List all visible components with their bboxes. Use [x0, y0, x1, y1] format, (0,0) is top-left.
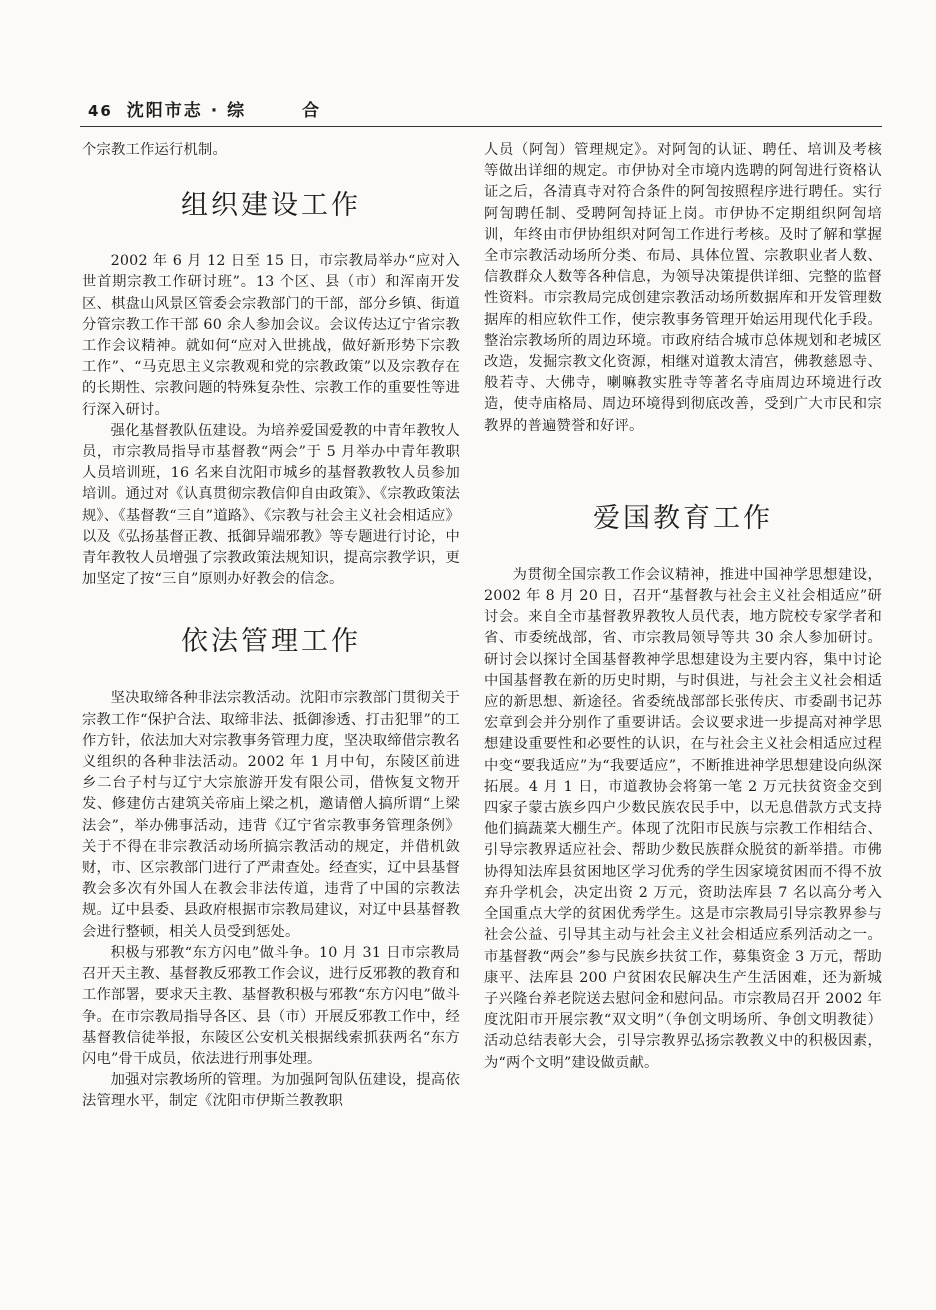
paragraph: 加强对宗教场所的管理。为加强阿訇队伍建设，提高依法管理水平，制定《沈阳市伊斯兰教教职 — [82, 1072, 460, 1110]
paragraph: 积极与邪教“东方闪电”做斗争。10 月 31 日市宗教局召开天主教、基督教反邪教工作会议，进行反邪教的教育和工作部署，要求天主教、基督教积极与邪教“东方闪电”做斗争。在市宗教局指导各区、县（市）开展反邪教工作中，经基督教信徒举报，东陵区公安机关根据线索抓获两名“东方闪电”骨干成员，依法进行刑事处理。 — [82, 944, 460, 1067]
running-header — [88, 96, 321, 121]
left-column — [82, 140, 460, 1113]
paragraph: 坚决取缔各种非法宗教活动。沈阳市宗教部门贯彻关于宗教工作“保护合法、取缔非法、抵御渗透、打击犯罪”的工作方针，依法加大对宗教事务管理力度，坚决取缔借宗教名义组织的各种非法活动。2002 年 1 月中旬，东陵区前进乡二台子村与辽宁大宗旅游开发有限公司，借恢复文物开发、修建仿古建筑关帝庙上梁之机，邀请僧人搞所谓“上梁法会”，举办佛事活动，违背《辽宁省宗教事务管理条例》关于不得在非宗教活动场所搞宗教活动的规定，并借机敛财，市、区宗教部门进行了严肃查处。经查实，辽中县基督教会多次有外国人在教会非法传道，违背了中国的宗教法规。辽中县委、县政府根据市宗教局建议，对辽中县基督教会进行整顿，相关人员受到惩处。 — [82, 690, 460, 940]
paragraph: 为贯彻全国宗教工作会议精神，推进中国神学思想建设，2002 年 8 月 20 日，召开“基督教与社会主义社会相适应”研讨会。来自全市基督教界教牧人员代表，地方院校专家学者和省、市委统战部，省、市宗教局领导等共 30 余人参加研讨。研讨会以探讨全国基督教神学思想建设为主要内容，集中讨论中国基督教在新的历史时期，与时俱进，与社会主义社会相适应的新思想、新途径。省委统战部部长张传庆、市委副书记苏宏章到会并分别作了重要讲话。会议要求进一步提高对神学思想建设重要性和必要性的认识，在与社会主义社会相适应过程中变“要我适应”为“我要适应”，不断推进神学思想建设向纵深拓展。4 月 1 日，市道教协会将第一笔 2 万元扶贫资金交到四家子蒙古族乡四户少数民族农民手中，以无息借款方式支持他们搞蔬菜大棚生产。体现了沈阳市民族与宗教工作相结合、引导宗教界适应社会、帮助少数民族群众脱贫的新举措。市佛协得知法库县贫困地区学习优秀的学生因家境贫困而不得不放弃升学机会，决定出资 2 万元，资助法库县 7 名以高分考入全国重点大学的贫困优秀学生。这是市宗教局引导宗教界参与社会公益、引导其主动与社会主义社会相适应系列活动之一。市基督教“两会”参与民族乡扶贫工作，募集资金 3 万元，帮助康平、法库县 200 户贫困农民解决生产生活困难，还为新城子兴隆台养老院送去慰问金和慰问品。市宗教局召开 2002 年度沈阳市开展宗教“双文明”（争创文明场所、争创文明教徒）活动总结表彰大会，引导宗教界弘扬宗教教义中的积极因素，为“两个文明”建设做贡献。 — [484, 566, 882, 1071]
continued-line: 个宗教工作运行机制。 — [82, 142, 227, 158]
book-title: 沈阳市志 · 综 — [126, 101, 247, 121]
paragraph-continued: 人员（阿訇）管理规定》。对阿訇的认证、聘任、培训及考核等做出详细的规定。市伊协对全市境内选聘的阿訇进行资格认证之后，各清真寺对符合条件的阿訇按照程序进行聘任。实行阿訇聘任制、受聘阿訇持证上岗。市伊协不定期组织阿訇培训，年终由市伊协组织对阿訇工作进行考核。及时了解和掌握全市宗教活动场所分类、布局、具体位置、宗教职业者人数、信教群众人数等各种信息，为领导决策提供详细、完整的监督性资料。市宗教局完成创建宗教活动场所数据库和开发管理数据库的相应软件工作，使宗教事务管理开始运用现代化手段。整治宗教场所的周边环境。市政府结合城市总体规划和老城区改造，发掘宗教文化资源，相继对道教太清宫，佛教慈恩寺、般若寺、大佛寺，喇嘛教实胜寺等著名寺庙周边环境进行改造，使寺庙格局、周边环境得到彻底改善，受到广大市民和宗教界的普遍赞誉和好评。 — [484, 142, 882, 434]
paragraph: 强化基督教队伍建设。为培养爱国爱教的中青年教牧人员，市宗教局指导市基督教“两会”于 5 月举办中青年教职人员培训班，16 名来自沈阳市城乡的基督教教牧人员参加培训。通过对《认真贯彻宗教信仰自由政策》、《宗教政策法规》、《基督教“三自”道路》、《宗教与社会主义社会相适应》以及《弘扬基督正教、抵御异端邪教》等专题进行讨论，中青年教牧人员增强了宗教政策法规知识，提高宗教学识，更加坚定了按“三自”原则办好教会的信念。 — [82, 422, 460, 588]
page-number: 46 — [88, 102, 113, 120]
header-rule — [80, 126, 882, 127]
right-column — [484, 140, 882, 1074]
section-title-legal-management: 依法管理工作 — [181, 626, 361, 658]
section-title-organization: 组织建设工作 — [181, 190, 361, 222]
paragraph: 2002 年 6 月 12 日至 15 日，市宗教局举办“应对入世首期宗教工作研讨班”。13 个区、县（市）和浑南开发区、棋盘山风景区管委会宗教部门的干部，部分乡镇、街道分管宗教工作干部 60 余人参加会议。会议传达辽宁省宗教工作会议精神。就如何“应对入世挑战，做好新形势下宗教工作”、“马克思主义宗教观和党的宗教政策”以及宗教存在的长期性、宗教问题的特殊复杂性、宗教工作的重要性等进行深入研讨。 — [82, 253, 460, 418]
book-title-tail: 合 — [301, 101, 321, 121]
section-title-patriotic-education: 爱国教育工作 — [593, 502, 773, 534]
